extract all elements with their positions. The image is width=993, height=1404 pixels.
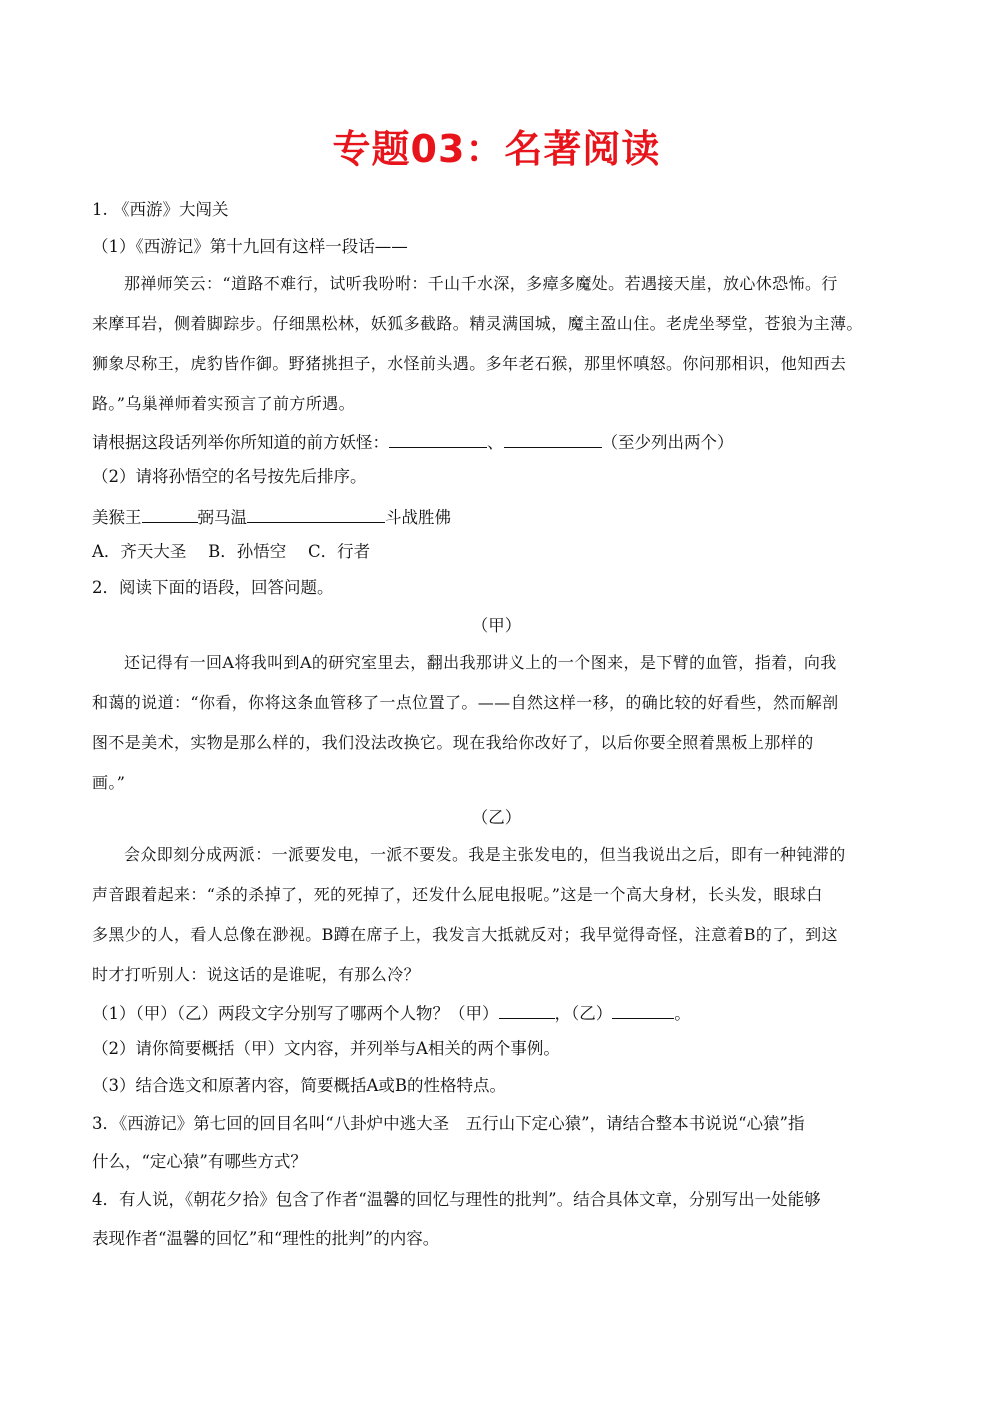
prompt-separator: 、: [487, 433, 504, 452]
answer-blank[interactable]: [247, 507, 385, 523]
sequence-mid: 弼马温: [197, 508, 247, 527]
question-1-heading: 1. 《西游》大闯关: [92, 200, 229, 219]
prompt-text: 请根据这段话列举你所知道的前方妖怪：: [92, 433, 389, 452]
passage-line: 会众即刻分成两派：一派要发电，一派不要发。我是主张发电的，但当我说出之后，即有一种钝滞的: [124, 845, 846, 864]
question-4-line: 表现作者“温馨的回忆”和“理性的批判”的内容。: [92, 1229, 440, 1248]
passage-line: 那禅师笑云：“道路不难行，试听我吩咐：千山千水深，多瘴多魔处。若遇接天崖，放心休恐怖。行: [124, 274, 838, 293]
passage-line: 还记得有一回A将我叫到A的研究室里去，翻出我那讲义上的一个图来，是下臂的血管，指着，向我: [124, 653, 837, 672]
passage-line: 画。”: [92, 773, 126, 792]
answer-blank[interactable]: [389, 432, 487, 448]
answer-blank[interactable]: [504, 432, 602, 448]
sub1-text-c: 。: [674, 1004, 691, 1023]
sequence-end: 斗战胜佛: [385, 508, 451, 527]
question-4-line: 4．有人说，《朝花夕拾》包含了作者“温馨的回忆与理性的批判”。结合具体文章，分别写出一处能够: [92, 1190, 821, 1209]
question-3-line: 3．《西游记》第七回的回目名叫“八卦炉中逃大圣 五行山下定心猿”，请结合整本书说说“心猿”指: [92, 1114, 805, 1133]
answer-blank[interactable]: [612, 1003, 674, 1019]
sub1-text-b: ，（乙）: [554, 1004, 613, 1023]
passage-jia-label: （甲）: [471, 616, 522, 635]
sequence-row: [92, 507, 451, 527]
question-2-heading: 2．阅读下面的语段，回答问题。: [92, 578, 334, 597]
question-2-sub2: （2）请你简要概括（甲）文内容，并列举与A相关的两个事例。: [92, 1039, 560, 1058]
passage-line: 和蔼的说道：“你看，你将这条血管移了一点位置了。——自然这样一移，的确比较的好看些，然而解剖: [92, 693, 839, 712]
prompt-note: （至少列出两个）: [601, 433, 734, 452]
question-2-sub1: [92, 1003, 691, 1023]
sequence-start: 美猴王: [92, 508, 142, 527]
page-title: 专题03：名著阅读: [332, 127, 661, 171]
answer-blank[interactable]: [142, 507, 198, 523]
passage-line: 时才打听别人：说这话的是谁呢，有那么冷？: [92, 965, 421, 984]
passage-line: 图不是美术，实物是那么样的，我们没法改换它。现在我给你改好了，以后你要全照着黑板上那样的: [92, 733, 814, 752]
passage-line: 声音跟着起来：“杀的杀掉了，死的死掉了，还发什么屁电报呢。”这是一个高大身材，长头发，眼球白: [92, 885, 823, 904]
answer-blank[interactable]: [499, 1003, 555, 1019]
question-1-prompt: [92, 432, 734, 452]
question-1-options: A．齐天大圣 B．孙悟空 C．行者: [92, 542, 371, 561]
passage-line: 路。”乌巢禅师着实预言了前方所遇。: [92, 394, 355, 413]
passage-line: 来摩耳岩，侧着脚踪步。仔细黑松林，妖狐多截路。精灵满国城，魔主盈山住。老虎坐琴堂，苍狼为主薄。: [92, 314, 863, 333]
question-1-sub1: （1）《西游记》第十九回有这样一段话——: [92, 237, 408, 256]
question-1-sub2: （2）请将孙悟空的名号按先后排序。: [92, 467, 367, 486]
passage-line: 多黑少的人，看人总像在渺视。B蹲在席子上，我发言大抵就反对；我早觉得奇怪，注意着B的了，到这: [92, 925, 838, 944]
passage-line: 狮象尽称王，虎豹皆作御。野猪挑担子，水怪前头遇。多年老石猴，那里怀嗔怒。你问那相识，他知西去: [92, 354, 847, 373]
passage-yi-label: （乙）: [471, 808, 522, 827]
sub1-text: （1）（甲）（乙）两段文字分别写了哪两个人物？（甲）: [92, 1004, 499, 1023]
question-3-line: 什么，“定心猿”有哪些方式？: [92, 1152, 307, 1171]
question-2-sub3: （3）结合选文和原著内容，简要概括A或B的性格特点。: [92, 1076, 507, 1095]
